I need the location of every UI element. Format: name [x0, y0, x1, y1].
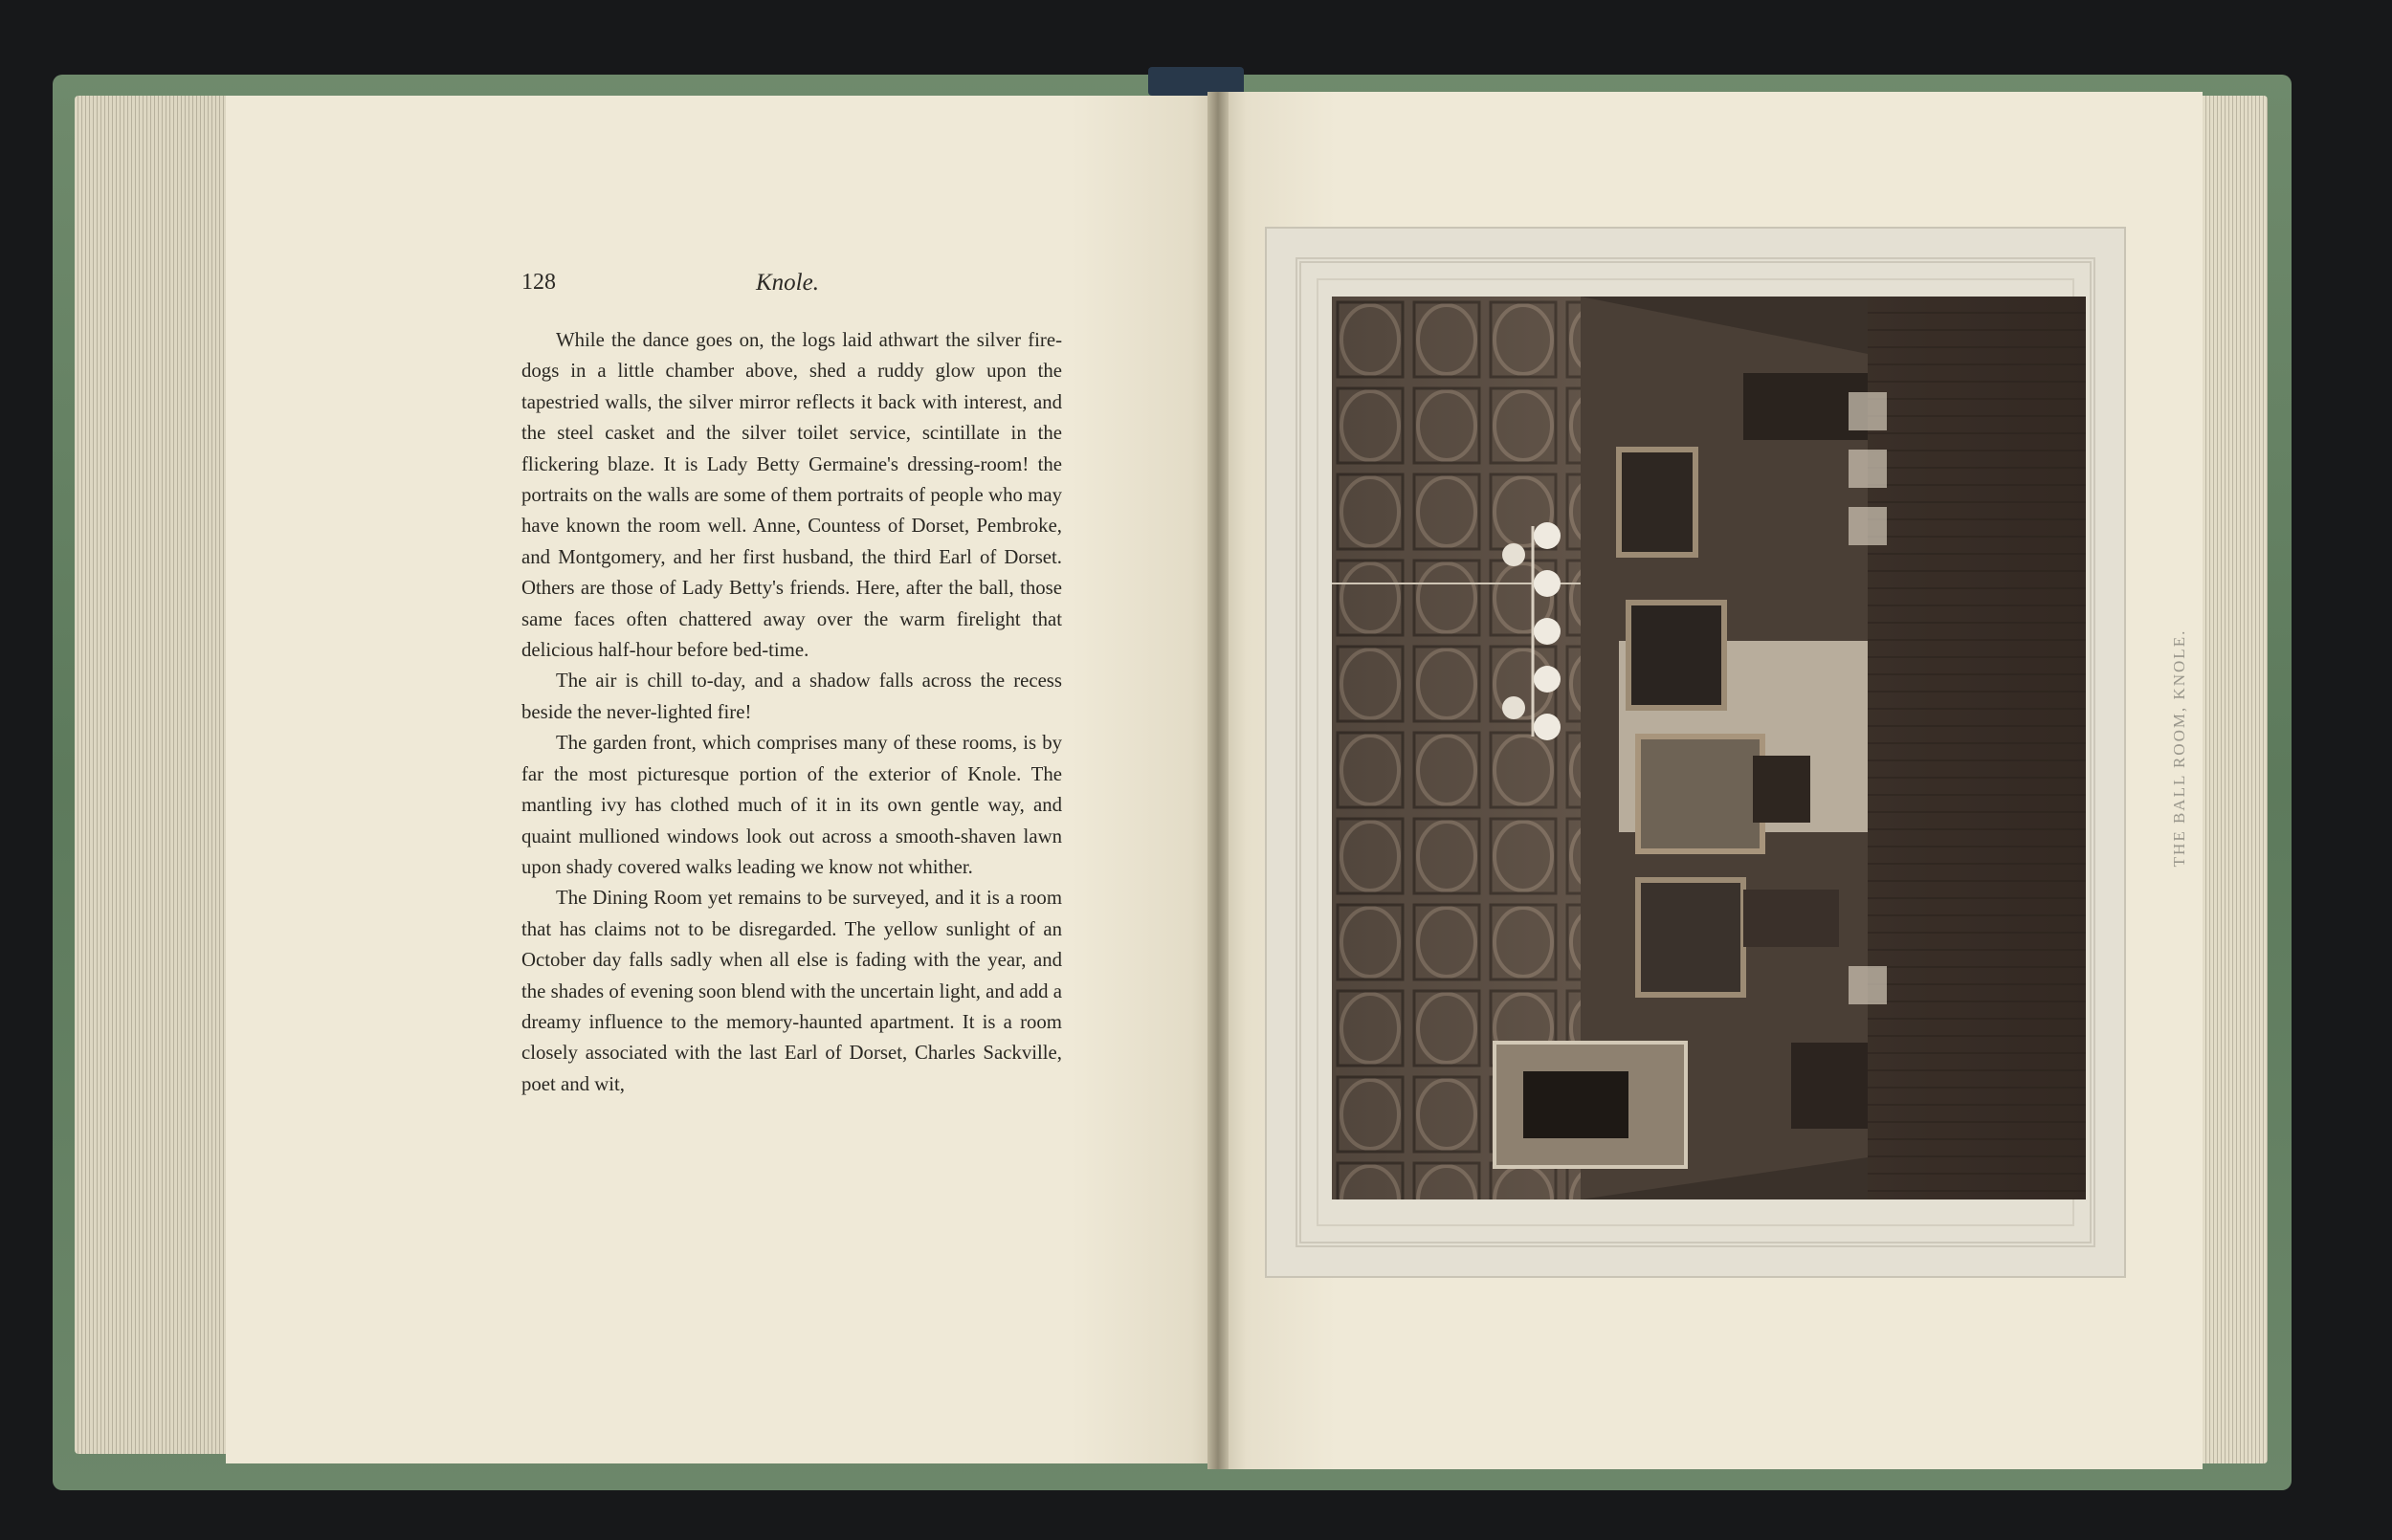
- plate-caption: [2170, 619, 2189, 877]
- paragraph: The garden front, which comprises many of these rooms, is by far the most picturesque portion of the exterior of Knole. The mantling ivy has clothed much of it in its own gentle way, and quaint mullioned windows look out across a smooth-shaven lawn upon shady covered walks leading we know not whither.: [521, 732, 1062, 878]
- page-number: 128: [521, 270, 556, 295]
- book-gutter: [1207, 92, 1229, 1469]
- paragraph: The air is chill to-day, and a shadow falls across the recess beside the never-lighted fire!: [521, 670, 1062, 723]
- left-page-stack: [75, 96, 228, 1454]
- running-title: Knole.: [756, 270, 819, 296]
- page-header: [521, 270, 1057, 308]
- body-text: [521, 325, 1062, 1100]
- ballroom-photograph: [1332, 297, 2086, 1199]
- plate-caption-text: THE BALL ROOM, KNOLE.: [2170, 628, 2188, 868]
- paragraph: The Dining Room yet remains to be surveyed, and it is a room that has claims not to be disregarded. The yellow sunlight of an October day falls sadly when all else is fading with the year, and the shades of evening soon blend with the uncertain light, and add a dreamy influence to the memory-haunted apartment. It is a room closely associated with the last Earl of Dorset, Charles Sackville, poet and wit,: [521, 887, 1062, 1095]
- right-page-stack: [2191, 96, 2268, 1463]
- paragraph: While the dance goes on, the logs laid athwart the silver fire-dogs in a little chamber above, shed a ruddy glow upon the tapestried walls, the silver mirror reflects it back with interest, and the steel casket and the silver toilet service, scintillate in the flickering blaze. It is Lady Betty Germaine's dressing-room! the portraits on the walls are some of them portraits of people who may have known the room well. Anne, Countess of Dorset, Pembroke, and Montgomery, and her first husband, the third Earl of Dorset. Others are those of Lady Betty's friends. Here, after the ball, those same faces often chattered away over the warm firelight that delicious half-hour before bed-time.: [521, 329, 1062, 662]
